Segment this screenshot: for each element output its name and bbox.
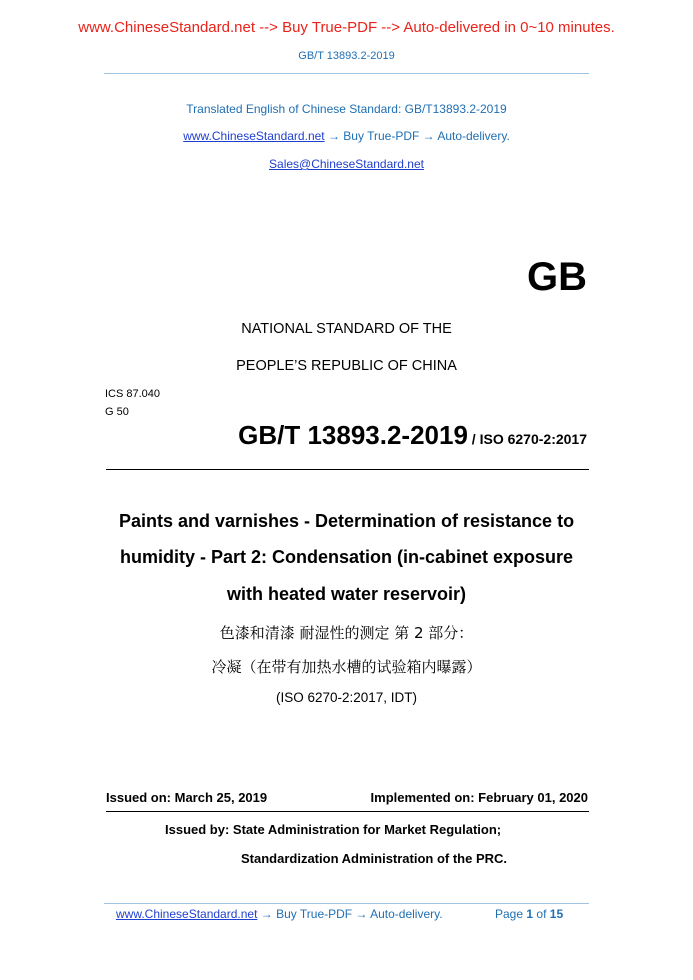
footer-rule xyxy=(104,903,589,904)
dates-rule xyxy=(106,811,589,812)
footer-suffix: → Buy True-PDF → Auto-delivery. xyxy=(257,907,443,921)
implemented-on: Implemented on: February 01, 2020 xyxy=(370,790,588,805)
title-line-1: Paints and varnishes - Determination of resistance to xyxy=(118,511,575,531)
g-code: G 50 xyxy=(105,406,129,418)
iso-reference: / ISO 6270-2:2017 xyxy=(467,431,587,447)
national-line-1: NATIONAL STANDARD OF THE xyxy=(241,321,452,337)
idt-line: (ISO 6270-2:2017, IDT) xyxy=(275,690,418,705)
gb-mark: GB xyxy=(527,255,587,299)
dates-row xyxy=(106,790,588,805)
translated-line: Translated English of Chinese Standard: GB/T13893.2-2019 xyxy=(186,102,507,116)
page-label: Page xyxy=(495,907,524,921)
email-link[interactable]: Sales@ChineseStandard.net xyxy=(269,157,424,171)
buy-line-suffix: → Buy True-PDF → Auto-delivery. xyxy=(324,129,510,143)
page-number: 1 xyxy=(526,907,534,921)
standard-number: GB/T 13893.2-2019 xyxy=(238,420,468,450)
chinese-title-line-1: 色漆和清漆 耐湿性的测定 第 2 部分： xyxy=(219,624,474,642)
ics-code: ICS 87.040 xyxy=(105,388,161,400)
page-indicator xyxy=(495,907,563,921)
chinese-title-line-2: 冷凝（在带有加热水槽的试验箱内曝露） xyxy=(211,658,482,676)
footer-site-link[interactable]: www.ChineseStandard.net xyxy=(116,907,258,921)
issued-on: Issued on: March 25, 2019 xyxy=(106,790,268,805)
buy-line xyxy=(0,129,693,143)
national-line-2: PEOPLE’S REPUBLIC OF CHINA xyxy=(236,358,457,374)
email-line xyxy=(0,157,693,171)
title-line-3: with heated water reservoir) xyxy=(226,584,467,604)
footer-links xyxy=(116,907,443,921)
top-banner[interactable]: www.ChineseStandard.net --> Buy True-PDF --> Auto-delivered in 0~10 minutes. xyxy=(78,19,615,36)
title-rule xyxy=(106,469,589,470)
title-line-2: humidity - Part 2: Condensation (in-cabinet exposure xyxy=(119,547,574,567)
issued-by-line-1: Issued by: State Administration for Market Regulation; xyxy=(165,822,502,837)
standard-number-line xyxy=(238,420,587,451)
of-label: of xyxy=(536,907,547,921)
page-total: 15 xyxy=(549,907,564,921)
header-rule xyxy=(104,73,589,74)
header-code: GB/T 13893.2-2019 xyxy=(298,50,395,62)
site-link[interactable]: www.ChineseStandard.net xyxy=(183,129,325,143)
issued-by-line-2: Standardization Administration of the PRC. xyxy=(241,851,508,866)
